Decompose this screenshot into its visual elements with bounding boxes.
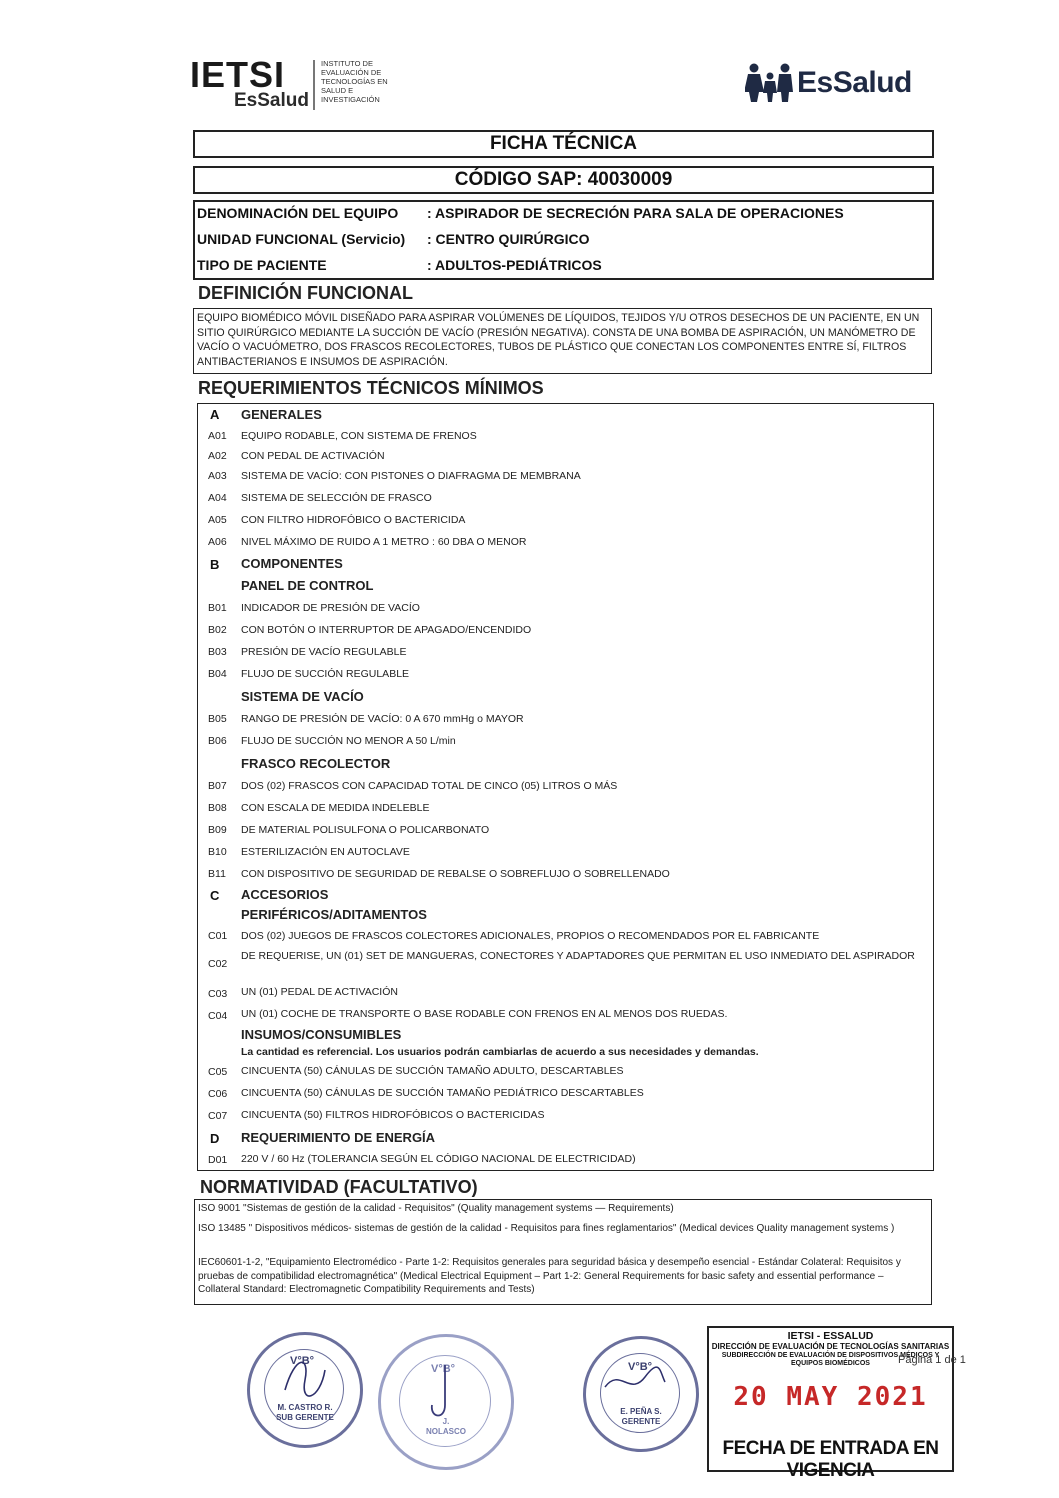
group-title: REQUERIMIENTO DE ENERGÍA	[241, 1130, 436, 1145]
req-code: C05	[208, 1066, 228, 1078]
stamp-direction: DIRECCIÓN DE EVALUACIÓN DE TECNOLOGÍAS SANITARIAS	[711, 1342, 950, 1351]
req-text: UN (01) PEDAL DE ACTIVACIÓN	[241, 986, 398, 998]
req-text: CON BOTÓN O INTERRUPTOR DE APAGADO/ENCENDIDO	[241, 624, 532, 636]
signature-2	[420, 1360, 470, 1425]
ident-value: : CENTRO QUIRÚRGICO	[427, 231, 590, 247]
ietsi-institute-name	[321, 59, 401, 104]
req-text: ESTERILIZACIÓN EN AUTOCLAVE	[241, 846, 410, 858]
effective-date-label: FECHA DE ENTRADA EN VIGENCIA	[722, 1438, 939, 1481]
req-code: B07	[208, 780, 227, 792]
group-title: ACCESORIOS	[241, 887, 329, 902]
req-code: C07	[208, 1110, 228, 1122]
effective-date-stamp	[707, 1326, 954, 1481]
group-letter: A	[210, 407, 220, 422]
req-code: B08	[208, 802, 227, 814]
stamp-vb: V°B°	[628, 1361, 653, 1373]
sap-code-title: CÓDIGO SAP: 40030009	[193, 166, 934, 194]
stamp-role: NOLASCO	[426, 1427, 466, 1436]
req-text: DE MATERIAL POLISULFONA O POLICARBONATO	[241, 824, 490, 836]
ietsi-logo	[190, 56, 400, 112]
standard-item: ISO 9001 "Sistemas de gestión de la calidad - Requisitos" (Quality management systems — Requirements)	[198, 1203, 674, 1214]
req-text: UN (01) COCHE DE TRANSPORTE O BASE RODABLE CON FRENOS EN AL MENOS DOS RUEDAS.	[241, 1008, 728, 1020]
family-icon	[745, 62, 795, 104]
effective-date: 20 MAY 2021	[733, 1382, 928, 1412]
req-text: CON ESCALA DE MEDIDA INDELEBLE	[241, 802, 430, 814]
req-text: INDICADOR DE PRESIÓN DE VACÍO	[241, 602, 420, 614]
subgroup-title: INSUMOS/CONSUMIBLES	[241, 1027, 402, 1042]
req-code: C04	[208, 1010, 228, 1022]
req-text: CON PEDAL DE ACTIVACIÓN	[241, 450, 385, 462]
group-letter: C	[210, 888, 220, 903]
signature-3	[600, 1362, 670, 1402]
ident-label: UNIDAD FUNCIONAL (Servicio)	[197, 231, 406, 247]
req-code: B04	[208, 668, 227, 680]
req-text: CINCUENTA (50) FILTROS HIDROFÓBICOS O BACTERICIDAS	[241, 1109, 545, 1121]
req-text: 220 V / 60 Hz (TOLERANCIA SEGÚN EL CÓDIGO NACIONAL DE ELECTRICIDAD)	[241, 1153, 636, 1165]
req-code: A01	[208, 430, 227, 442]
stamp-role: GERENTE	[621, 1417, 661, 1426]
req-text: RANGO DE PRESIÓN DE VACÍO: 0 A 670 mmHg o MAYOR	[241, 713, 524, 725]
group-title: GENERALES	[241, 407, 322, 422]
stamp-vb: V°B°	[290, 1355, 315, 1367]
req-code: B09	[208, 824, 227, 836]
req-text: SISTEMA DE VACÍO: CON PISTONES O DIAFRAGMA DE MEMBRANA	[241, 470, 581, 482]
req-text: CINCUENTA (50) CÁNULAS DE SUCCIÓN TAMAÑO PEDIÁTRICO DESCARTABLES	[241, 1087, 644, 1099]
stamp-name: J.	[442, 1417, 450, 1426]
req-text: DOS (02) JUEGOS DE FRASCOS COLECTORES ADICIONALES, PROPIOS O RECOMENDADOS POR EL FABRICANTE	[241, 930, 820, 942]
req-code: A04	[208, 492, 227, 504]
req-code: A03	[208, 470, 227, 482]
req-code: A06	[208, 536, 227, 548]
signature-1	[275, 1350, 335, 1405]
req-code: C02	[208, 958, 228, 970]
req-code: B05	[208, 713, 227, 725]
essalud-logo	[745, 62, 945, 106]
document-title: FICHA TÉCNICA	[193, 130, 934, 158]
ietsi-logo-essalud: EsSalud	[234, 90, 309, 111]
stamp-role: SUB GERENTE	[276, 1413, 334, 1422]
req-code: B06	[208, 735, 227, 747]
definition-text: EQUIPO BIOMÉDICO MÓVIL DISEÑADO PARA ASPIRAR VOLÚMENES DE LÍQUIDOS, TEJIDOS Y/U OTROS DESECHOS DE UN PACIENTE, EN UN SITIO QUIRÚRGICO MEDIANTE LA SUCCIÓN DE VACÍO (PRESIÓN NEGATIVA). CONSTA DE UNA BOMBA DE ASPIRACIÓN, UN MANÓMETRO DE VACÍO O VACUÓMETRO, DOS FRASCOS RECOLECTORES, TUBOS DE PLÁSTICO QUE CONECTAN LOS COMPONENTES ENTRE SÍ, FILTROS ANTIBACTERIANOS E INSUMOS DE ASPIRACIÓN.	[197, 312, 920, 368]
definition-heading: DEFINICIÓN FUNCIONAL	[198, 283, 413, 303]
stamp-org: IETSI - ESSALUD	[787, 1330, 874, 1342]
req-code: B03	[208, 646, 227, 658]
insumos-note: La cantidad es referencial. Los usuarios podrán cambiarlas de acuerdo a sus necesidades y demandas.	[241, 1046, 759, 1058]
inst-line: INVESTIGACIÓN	[321, 95, 380, 104]
page-number: Página 1 de 1	[898, 1354, 966, 1366]
definition-box	[193, 308, 932, 374]
inst-line: TECNOLOGÍAS EN	[321, 77, 388, 86]
inst-line: INSTITUTO DE	[321, 59, 373, 68]
standard-item: IEC60601-1-2, "Equipamiento Electromédico - Parte 1-2: Requisitos generales para seguridad básica y desempeño esencial - Estándar Colateral: Requisitos y pruebas de compatibilidad electromagnética" (Medical Electrical Equipment – Part 1-2: General Requirements for basic safety and essential performance – Collateral Standard: Electromagnetic Compatibility Requirements and Tests)	[198, 1257, 901, 1295]
subgroup-title: PERIFÉRICOS/ADITAMENTOS	[241, 907, 427, 922]
standard-item: ISO 13485 " Dispositivos médicos- sistemas de gestión de la calidad - Requisitos para fines reglamentarios" (Medical devices Quality management systems )	[198, 1223, 895, 1234]
logo-divider	[313, 60, 315, 110]
inst-line: SALUD E	[321, 86, 354, 95]
group-letter: D	[210, 1131, 220, 1146]
req-text: DOS (02) FRASCOS CON CAPACIDAD TOTAL DE CINCO (05) LITROS O MÁS	[241, 780, 618, 792]
req-text: CINCUENTA (50) CÁNULAS DE SUCCIÓN TAMAÑO ADULTO, DESCARTABLES	[241, 1065, 624, 1077]
req-code: A02	[208, 450, 227, 462]
req-text: FLUJO DE SUCCIÓN REGULABLE	[241, 668, 410, 680]
req-code: B01	[208, 602, 227, 614]
req-code: C03	[208, 988, 228, 1000]
req-code: B10	[208, 846, 227, 858]
req-text: DE REQUERISE, UN (01) SET DE MANGUERAS, CONECTORES Y ADAPTADORES QUE PERMITAN EL USO INMEDIATO DEL ASPIRADOR	[241, 950, 915, 962]
req-code: D01	[208, 1154, 228, 1166]
ietsi-logo-word: IETSI	[190, 54, 286, 95]
subgroup-title: FRASCO RECOLECTOR	[241, 756, 391, 771]
subgroup-title: SISTEMA DE VACÍO	[241, 689, 364, 704]
req-code: C01	[208, 930, 228, 942]
req-text: SISTEMA DE SELECCIÓN DE FRASCO	[241, 492, 432, 504]
req-code: A05	[208, 514, 227, 526]
req-text: CON DISPOSITIVO DE SEGURIDAD DE REBALSE O SOBREFLUJO O SOBRELLENADO	[241, 868, 670, 880]
ident-label: DENOMINACIÓN DEL EQUIPO	[197, 205, 399, 221]
group-letter: B	[210, 557, 220, 572]
stamp-name: E. PEÑA S.	[620, 1407, 662, 1416]
req-text: EQUIPO RODABLE, CON SISTEMA DE FRENOS	[241, 430, 477, 442]
essalud-logo-word: EsSalud	[797, 66, 912, 99]
req-text: PRESIÓN DE VACÍO REGULABLE	[241, 646, 407, 658]
equipment-identification	[193, 200, 934, 280]
req-text: NIVEL MÁXIMO DE RUIDO A 1 METRO : 60 DBA O MENOR	[241, 536, 527, 548]
ident-label: TIPO DE PACIENTE	[197, 257, 327, 273]
requirements-heading: REQUERIMIENTOS TÉCNICOS MÍNIMOS	[198, 378, 544, 398]
req-code: C06	[208, 1088, 228, 1100]
stamp-subdirection: SUBDIRECCIÓN DE EVALUACIÓN DE DISPOSITIVOS MÉDICOS Y EQUIPOS BIOMÉDICOS	[721, 1352, 940, 1367]
ident-value: : ADULTOS-PEDIÁTRICOS	[427, 257, 602, 273]
stamp-vb: V°B°	[431, 1363, 456, 1375]
subgroup-title: PANEL DE CONTROL	[241, 578, 374, 593]
standards-heading: NORMATIVIDAD (FACULTATIVO)	[200, 1177, 478, 1197]
requirements-box	[197, 403, 934, 1171]
group-title: COMPONENTES	[241, 556, 343, 571]
req-code: B02	[208, 624, 227, 636]
req-code: B11	[208, 868, 226, 880]
ident-value: : ASPIRADOR DE SECRECIÓN PARA SALA DE OPERACIONES	[427, 205, 844, 221]
inst-line: EVALUACIÓN DE	[321, 68, 382, 77]
stamp-name: M. CASTRO R.	[277, 1403, 333, 1412]
req-text: CON FILTRO HIDROFÓBICO O BACTERICIDA	[241, 514, 466, 526]
standards-box	[194, 1199, 932, 1305]
req-text: FLUJO DE SUCCIÓN NO MENOR A 50 L/min	[241, 735, 456, 747]
